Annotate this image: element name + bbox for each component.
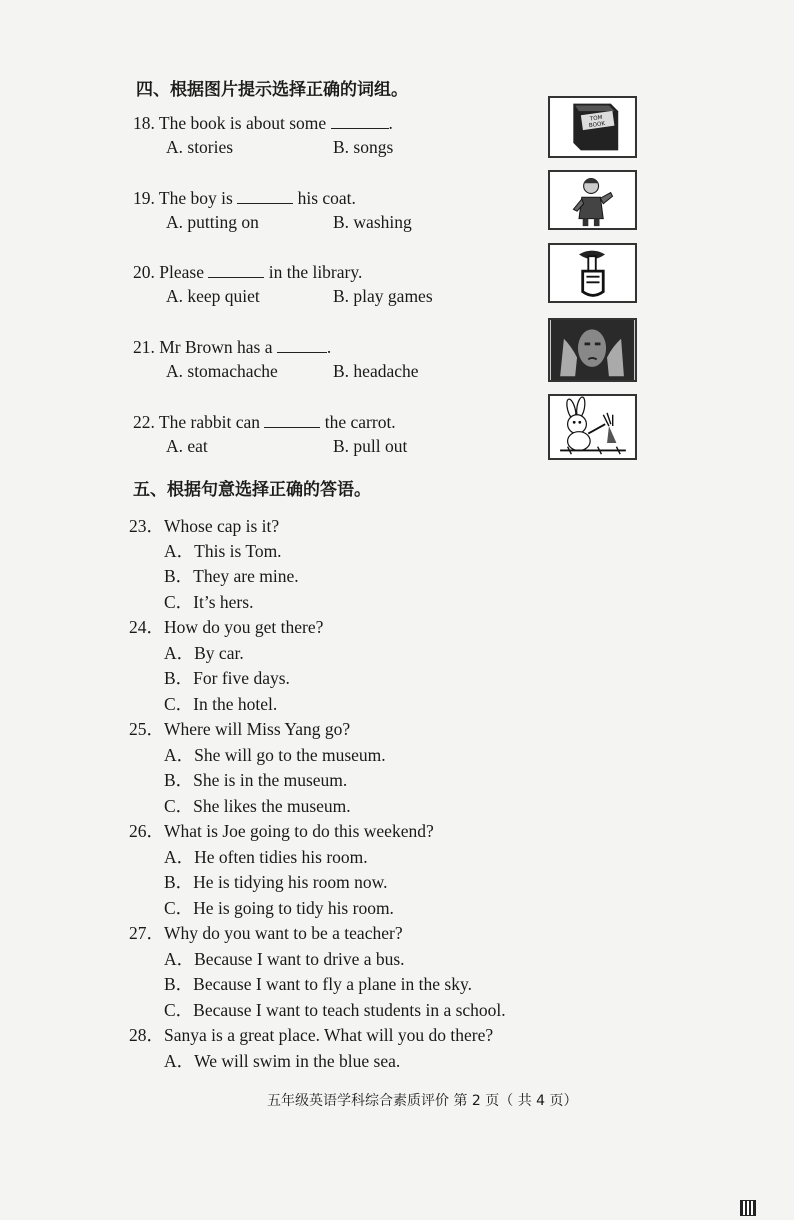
rabbit-carrot-picture — [548, 394, 637, 460]
question-25-option-c[interactable]: C．She likes the museum. — [164, 796, 351, 816]
question-21-option-a[interactable]: A. stomachache — [166, 361, 278, 381]
question-26-option-a[interactable]: A．He often tidies his room. — [164, 847, 368, 867]
stem-text: . — [388, 113, 393, 133]
question-28-option-a[interactable]: A．We will swim in the blue sea. — [164, 1051, 401, 1071]
stem-text: . — [326, 337, 332, 357]
question-25-stem: 25．Where will Miss Yang go? — [129, 719, 351, 739]
answer-blank — [208, 263, 264, 278]
question-18-stem — [133, 113, 393, 134]
page-footer: 五年级英语学科综合素质评价 第 2 页（ 共 4 页） — [267, 1093, 578, 1109]
answer-blank — [264, 413, 320, 428]
question-19-option-b[interactable]: B. washing — [333, 212, 412, 232]
boy-coat-picture — [548, 170, 637, 230]
book-cover-text: BOOK — [588, 121, 606, 130]
qr-code-icon — [740, 1200, 756, 1216]
question-24-stem: 24．How do you get there? — [129, 617, 324, 637]
question-22-option-a[interactable]: A. eat — [166, 436, 208, 456]
book-icon — [550, 98, 635, 156]
question-27-option-a[interactable]: A．Because I want to drive a bus. — [164, 949, 405, 969]
stem-text: the carrot. — [320, 412, 396, 432]
question-24-option-c[interactable]: C．In the hotel. — [164, 694, 278, 714]
question-24-option-a[interactable]: A．By car. — [164, 643, 244, 663]
question-23-option-a[interactable]: A．This is Tom. — [164, 541, 282, 561]
book-cover-text: TOM — [589, 114, 603, 123]
question-18-option-a[interactable]: A. stories — [166, 137, 234, 157]
answer-blank — [331, 114, 389, 129]
answer-blank — [277, 338, 327, 353]
stem-text: 21. Mr Brown has a — [133, 337, 277, 357]
question-18-option-b[interactable]: B. songs — [333, 137, 394, 157]
stem-text: in the library. — [264, 262, 363, 282]
boy-icon — [550, 172, 635, 228]
question-22-option-b[interactable]: B. pull out — [333, 436, 408, 456]
rabbit-icon — [550, 396, 635, 458]
question-23-option-b[interactable]: B．They are mine. — [164, 566, 299, 586]
question-27-option-b[interactable]: B．Because I want to fly a plane in the sky. — [164, 974, 472, 994]
question-27-option-c[interactable]: C．Because I want to teach students in a school. — [164, 1000, 506, 1020]
question-25-option-b[interactable]: B．She is in the museum. — [164, 770, 348, 790]
question-20-option-b[interactable]: B. play games — [333, 286, 433, 306]
question-21-stem — [133, 337, 331, 358]
question-19-stem — [133, 188, 356, 209]
question-27-stem: 27．Why do you want to be a teacher? — [129, 923, 403, 943]
headache-picture — [548, 318, 637, 382]
question-20-stem — [133, 262, 362, 283]
question-22-stem — [133, 412, 396, 433]
section-5-title: 五、根据句意选择正确的答语。 — [133, 480, 371, 500]
question-26-option-b[interactable]: B．He is tidying his room now. — [164, 872, 388, 892]
question-26-option-c[interactable]: C．He is going to tidy his room. — [164, 898, 394, 918]
stem-text: 22. The rabbit can — [133, 412, 265, 432]
stem-text: 19. The boy is — [133, 188, 238, 208]
question-28-stem: 28．Sanya is a great place. What will you do there? — [129, 1025, 494, 1045]
question-19-option-a[interactable]: A. putting on — [166, 212, 259, 232]
stem-text: his coat. — [293, 188, 356, 208]
finger-on-lips-icon — [550, 245, 635, 301]
answer-blank — [237, 189, 293, 204]
quiet-sign-picture — [548, 243, 637, 303]
stem-text: 18. The book is about some — [133, 113, 331, 133]
question-26-stem: 26．What is Joe going to do this weekend? — [129, 821, 434, 841]
question-23-stem: 23．Whose cap is it? — [129, 516, 280, 536]
section-4-title: 四、根据图片提示选择正确的词组。 — [136, 80, 408, 100]
question-21-option-b[interactable]: B. headache — [333, 361, 419, 381]
question-25-option-a[interactable]: A．She will go to the museum. — [164, 745, 386, 765]
storybook-picture — [548, 96, 637, 158]
stem-text: 20. Please — [133, 262, 209, 282]
question-24-option-b[interactable]: B．For five days. — [164, 668, 290, 688]
question-23-option-c[interactable]: C．It’s hers. — [164, 592, 254, 612]
question-20-option-a[interactable]: A. keep quiet — [166, 286, 260, 306]
man-holding-head-icon — [550, 320, 635, 380]
